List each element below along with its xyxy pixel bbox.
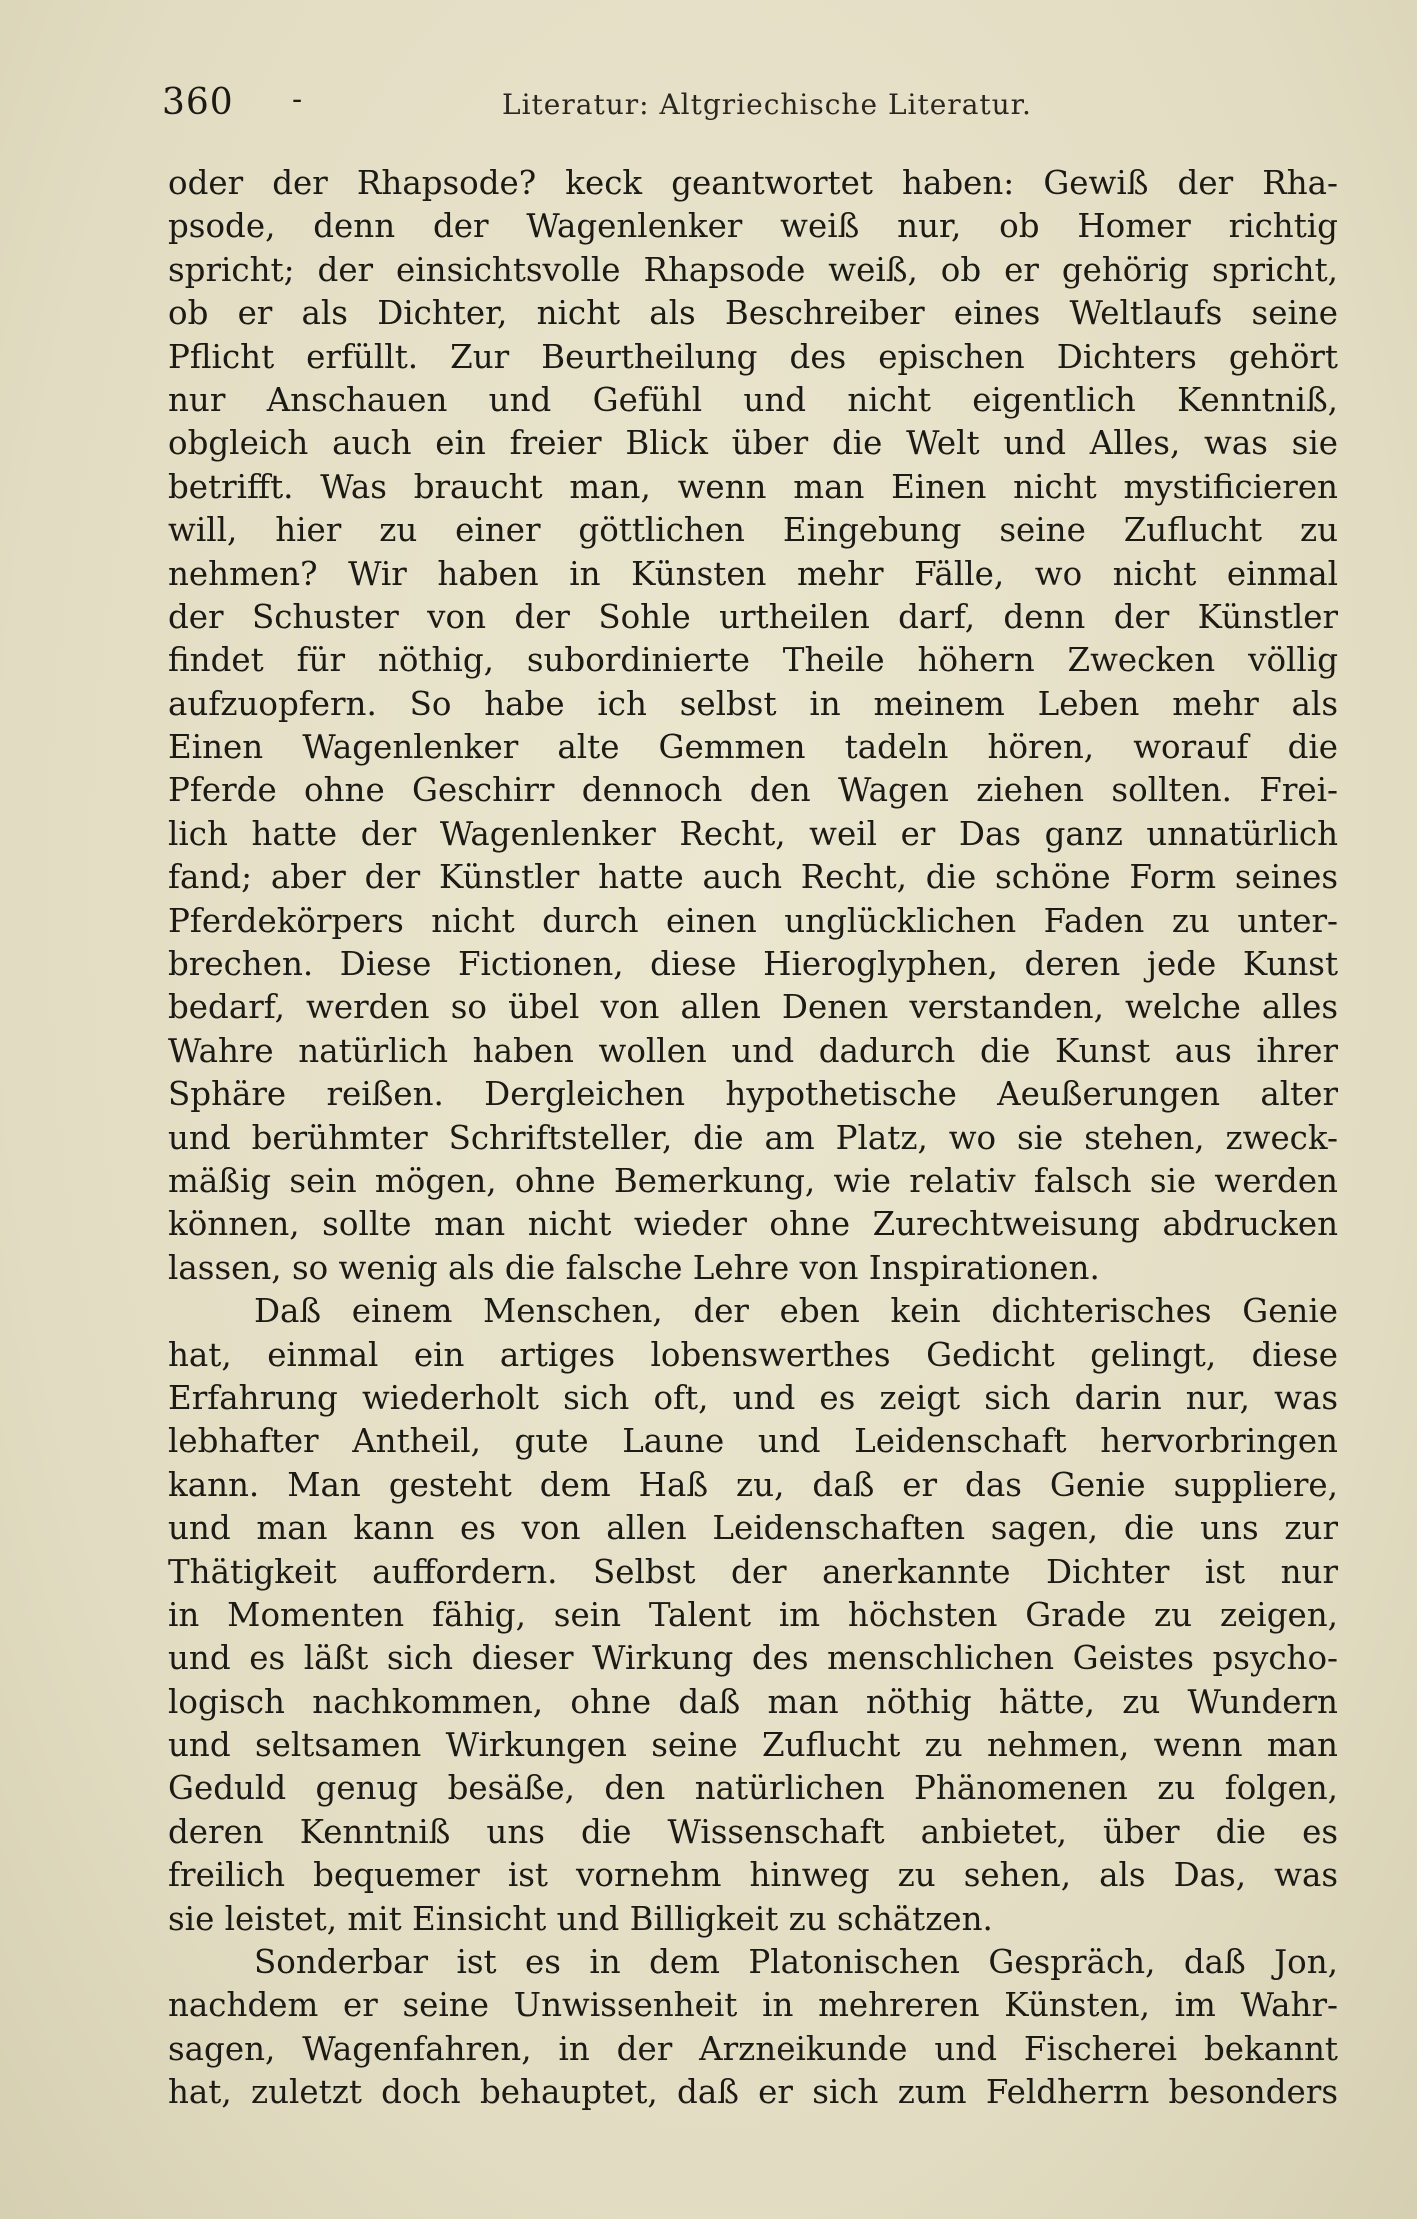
text-line: spricht; der einsichtsvolle Rhapsode weiß, ob er gehörig spricht, bbox=[168, 250, 1338, 289]
text-line: Daß einem Menschen, der eben kein dichterisches Genie bbox=[254, 1292, 1338, 1331]
text-line: Erfahrung wiederholt sich oft, und es zeigt sich darin nur, was bbox=[168, 1378, 1338, 1417]
text-line: Wahre natürlich haben wollen und dadurch die Kunst aus ihrer bbox=[168, 1031, 1338, 1070]
text-line: und berühmter Schriftsteller, die am Platz, wo sie stehen, zweck- bbox=[168, 1118, 1338, 1157]
text-line: Thätigkeit auffordern. Selbst der anerkannte Dichter ist nur bbox=[168, 1552, 1338, 1591]
text-line: Pferde ohne Geschirr dennoch den Wagen ziehen sollten. Frei- bbox=[168, 771, 1338, 810]
text-line: oder der Rhapsode? keck geantwortet haben: Gewiß der Rha- bbox=[168, 164, 1338, 202]
text-line: deren Kenntniß uns die Wissenschaft anbietet, über die es bbox=[168, 1812, 1338, 1851]
text-line: und es läßt sich dieser Wirkung des menschlichen Geistes psycho- bbox=[168, 1639, 1338, 1678]
text-line: nur Anschauen und Gefühl und nicht eigentlich Kenntniß, bbox=[168, 380, 1338, 419]
body-text bbox=[168, 162, 1338, 2115]
text-line: der Schuster von der Sohle urtheilen darf, denn der Künstler bbox=[168, 597, 1338, 636]
text-line: Pferdekörpers nicht durch einen unglücklichen Faden zu unter- bbox=[168, 901, 1338, 940]
text-line: ob er als Dichter, nicht als Beschreiber eines Weltlaufs seine bbox=[168, 294, 1338, 333]
header-dash: - bbox=[292, 82, 303, 117]
text-line: kann. Man gesteht dem Haß zu, daß er das Genie suppliere, bbox=[168, 1465, 1338, 1504]
text-line: lassen, so wenig als die falsche Lehre von Inspirationen. bbox=[168, 1248, 1100, 1287]
text-line: nehmen? Wir haben in Künsten mehr Fälle, wo nicht einmal bbox=[168, 554, 1338, 593]
text-line: sie leistet, mit Einsicht und Billigkeit zu schätzen. bbox=[168, 1899, 993, 1938]
text-line: brechen. Diese Fictionen, diese Hieroglyphen, deren jede Kunst bbox=[168, 945, 1338, 984]
text-line: sagen, Wagenfahren, in der Arzneikunde und Fischerei bekannt bbox=[168, 2029, 1338, 2068]
text-line: und seltsamen Wirkungen seine Zuflucht zu nehmen, wenn man bbox=[168, 1726, 1338, 1765]
text-line: Einen Wagenlenker alte Gemmen tadeln hören, worauf die bbox=[168, 728, 1338, 767]
text-line: freilich bequemer ist vornehm hinweg zu sehen, als Das, was bbox=[168, 1856, 1338, 1895]
text-line: bedarf, werden so übel von allen Denen verstanden, welche alles bbox=[168, 988, 1338, 1027]
text-line: obgleich auch ein freier Blick über die Welt und Alles, was sie bbox=[168, 424, 1338, 463]
text-line: hat, einmal ein artiges lobenswerthes Gedicht gelingt, diese bbox=[168, 1335, 1338, 1374]
text-line: logisch nachkommen, ohne daß man nöthig hätte, zu Wundern bbox=[168, 1682, 1338, 1721]
text-line: in Momenten fähig, sein Talent im höchsten Grade zu zeigen, bbox=[168, 1595, 1338, 1634]
text-line: und man kann es von allen Leidenschaften sagen, die uns zur bbox=[168, 1509, 1338, 1548]
text-line: Geduld genug besäße, den natürlichen Phänomenen zu folgen, bbox=[168, 1769, 1338, 1808]
running-head bbox=[162, 82, 1342, 132]
text-line: aufzuopfern. So habe ich selbst in meinem Leben mehr als bbox=[168, 684, 1338, 723]
text-line: Sonderbar ist es in dem Platonischen Gespräch, daß Jon, bbox=[254, 1943, 1338, 1982]
text-line: können, sollte man nicht wieder ohne Zurechtweisung abdrucken bbox=[168, 1205, 1338, 1244]
text-line: betrifft. Was braucht man, wenn man Einen nicht mystificieren bbox=[168, 467, 1338, 506]
text-line: nachdem er seine Unwissenheit in mehreren Künsten, im Wahr- bbox=[168, 1986, 1338, 2025]
page-number: 360 bbox=[162, 82, 234, 123]
text-line: Sphäre reißen. Dergleichen hypothetische Aeußerungen alter bbox=[168, 1075, 1338, 1114]
text-line: will, hier zu einer göttlichen Eingebung seine Zuflucht zu bbox=[168, 511, 1338, 550]
running-title: Literatur: Altgriechische Literatur. bbox=[502, 88, 1032, 121]
text-line: Pflicht erfüllt. Zur Beurtheilung des epischen Dichters gehört bbox=[168, 337, 1338, 376]
text-line: findet für nöthig, subordinierte Theile höhern Zwecken völlig bbox=[168, 641, 1338, 680]
text-line: fand; aber der Künstler hatte auch Recht, die schöne Form seines bbox=[168, 858, 1338, 897]
text-line: psode, denn der Wagenlenker weiß nur, ob Homer richtig bbox=[168, 207, 1338, 246]
text-line: lebhafter Antheil, gute Laune und Leidenschaft hervorbringen bbox=[168, 1422, 1338, 1461]
text-line: lich hatte der Wagenlenker Recht, weil er Das ganz unnatürlich bbox=[168, 814, 1338, 853]
text-line: mäßig sein mögen, ohne Bemerkung, wie relativ falsch sie werden bbox=[168, 1161, 1338, 1200]
text-line: hat, zuletzt doch behauptet, daß er sich zum Feldherrn besonders bbox=[168, 2073, 1338, 2112]
